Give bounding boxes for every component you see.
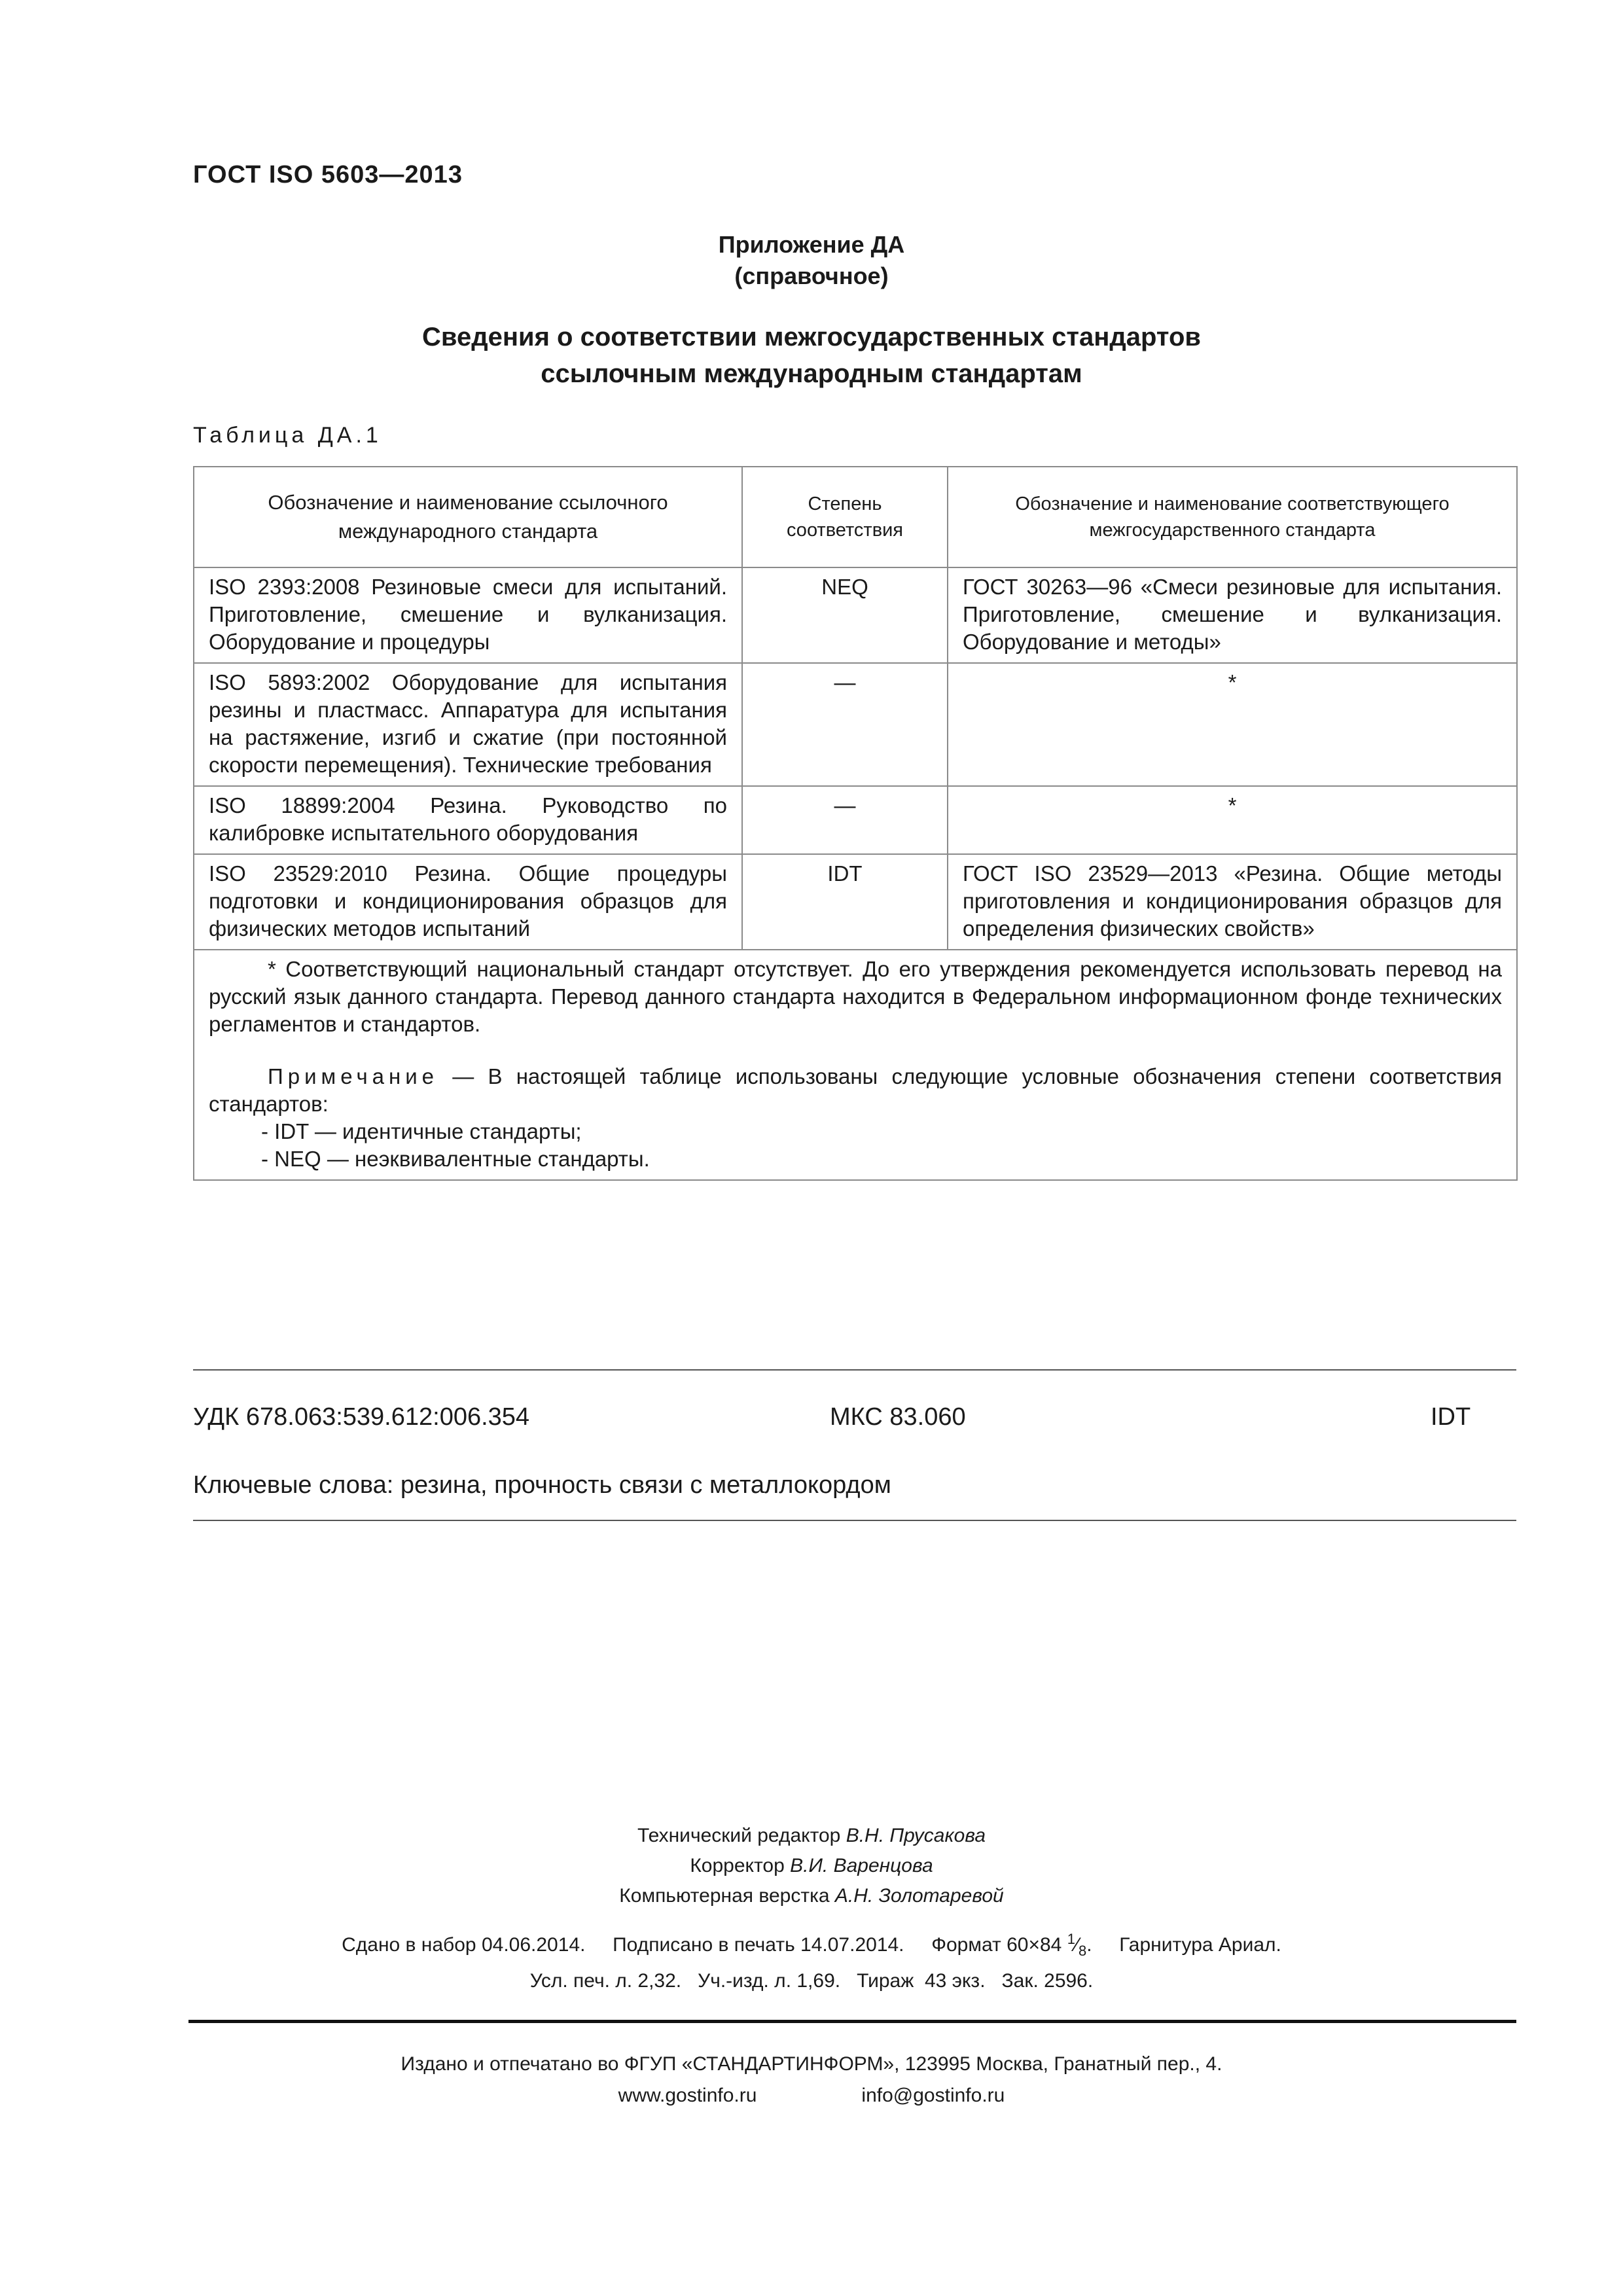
cell-international: ISO 2393:2008 Резиновые смеси для испытаний. Приготовление, смешение и вулканизация. Оборудование и процедуры [194,567,742,663]
note [209,1063,1502,1118]
footnote: * Соответствующий национальный стандарт отсутствует. До его утверждения рекомендуется использовать перевод на русский язык данного стандарта. Перевод данного стандарта находится в Федеральном информационном фонде технических регламентов и стандартов. [209,957,1502,1036]
note-text: — В настоящей таблице использованы следующие условные обозначения степени соответствия стандартов: [209,1064,1502,1116]
cell-international: ISO 5893:2002 Оборудование для испытания резины и пластмасс. Аппаратура для испытания на растяжение, изгиб и сжатие (при постоянной скорости перемещения). Технические требования [194,663,742,786]
cell-interstate: * [948,663,1517,786]
udk-code: УДК 678.063:539.612:006.354 [193,1403,530,1431]
table-notes [194,950,1517,1180]
cell-degree: — [742,663,948,786]
print-info-line-1: Сдано в набор 04.06.2014. Подписано в печать 14.07.2014. Формат 60×84 $^1⁄_8$. Гарнитура Ариал. [342,1931,1281,1959]
email-link[interactable]: info@gostinfo.ru [861,2085,1005,2106]
publisher-line: Издано и отпечатано во ФГУП «СТАНДАРТИНФОРМ», 123995 Москва, Гранатный пер., 4. [401,2053,1222,2075]
credit-corrector: Корректор В.И. Варенцова [690,1855,933,1876]
appendix-subtitle: (справочное) [734,262,889,289]
keywords: Ключевые слова: резина, прочность связи с металлокордом [193,1471,891,1499]
section-title-line-1: Сведения о соответствии межгосударственных стандартов [422,323,1201,351]
print-info-line-2: Усл. печ. л. 2,32. Уч.-изд. л. 1,69. Тираж 43 экз. Зак. 2596. [529,1970,1094,1992]
cell-international: ISO 18899:2004 Резина. Руководство по калибровке испытательного оборудования [194,786,742,854]
header-international-standard: Обозначение и наименование ссылочного международного стандарта [194,467,742,567]
cell-interstate: ГОСТ 30263—96 «Смеси резиновые для испытания. Приготовление, смешение и вулканизация. Оборудование и методы» [948,567,1517,663]
cell-international: ISO 23529:2010 Резина. Общие процедуры подготовки и кондиционирования образцов для физических методов испытаний [194,854,742,950]
correspondence-code: IDT [1431,1403,1471,1431]
table-row [194,663,1517,786]
document-code: ГОСТ ISO 5603—2013 [193,161,463,188]
cell-degree: — [742,786,948,854]
cell-degree: IDT [742,854,948,950]
section-title-line-2: ссылочным международным стандартам [541,359,1082,388]
note-item-idt: - IDT — идентичные стандарты; [261,1119,582,1143]
note-label: Примечание [268,1064,439,1088]
cell-interstate: * [948,786,1517,854]
table-label: Таблица ДА.1 [193,423,382,448]
publisher-divider [188,2020,1516,2023]
note-item-neq: - NEQ — неэквивалентные стандарты. [261,1147,650,1171]
credits [0,1821,1623,1911]
table-row [194,567,1517,663]
publisher-contacts [0,2080,1623,2111]
section-title [0,319,1623,392]
header-degree: Степень соответствия [742,467,948,567]
appendix-heading [0,229,1623,292]
table-header-row [194,467,1517,567]
website-link[interactable]: www.gostinfo.ru [618,2085,757,2106]
correspondence-table [193,466,1518,1181]
cell-degree: NEQ [742,567,948,663]
divider-top [193,1369,1516,1371]
table-row [194,786,1517,854]
divider-bottom [193,1520,1516,1521]
table-notes-row [194,950,1517,1180]
header-interstate-standard: Обозначение и наименование соответствующего межгосударственного стандарта [948,467,1517,567]
appendix-title: Приложение ДА [718,231,905,258]
table-row [194,854,1517,950]
credit-editor: Технический редактор В.Н. Прусакова [637,1825,986,1846]
mks-code: МКС 83.060 [830,1403,966,1431]
credit-layout: Компьютерная верстка А.Н. Золотаревой [619,1885,1004,1907]
publisher-info [0,2049,1623,2111]
cell-interstate: ГОСТ ISO 23529—2013 «Резина. Общие методы приготовления и кондиционирования образцов для определения физических свойств» [948,854,1517,950]
